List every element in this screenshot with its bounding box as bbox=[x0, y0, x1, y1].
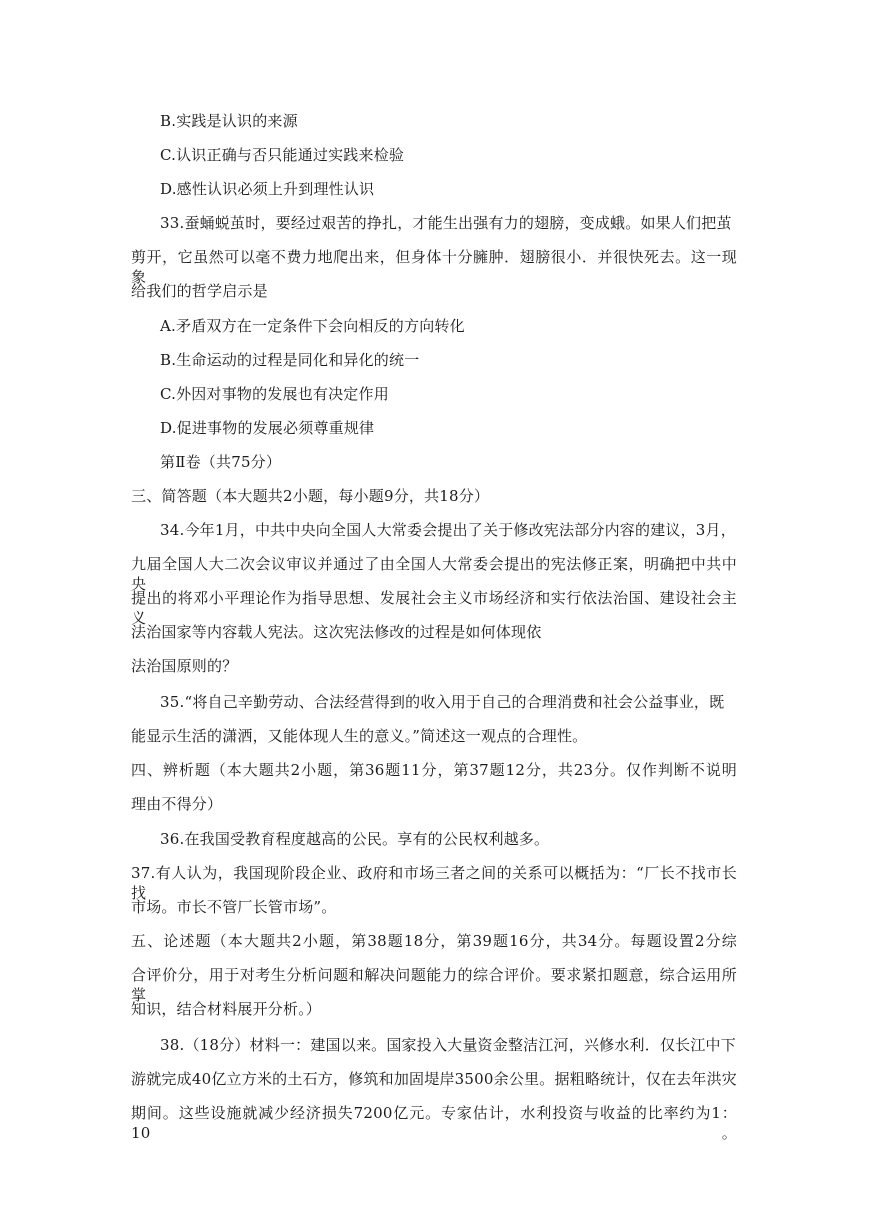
option-c-q33: C.外因对事物的发展也有决定作用 bbox=[160, 385, 389, 403]
question-34-line-1: 34.今年1月，中共中央向全国人大常委会提出了关于修改宪法部分内容的建议，3月， bbox=[160, 521, 736, 539]
section-5-heading-cont-2: 知识，结合材料展开分析。） bbox=[131, 1000, 322, 1018]
option-c-q32: C.认识正确与否只能通过实践来检验 bbox=[160, 146, 405, 164]
question-36: 36.在我国受教育程度越高的公民。享有的公民权利越多。 bbox=[160, 830, 550, 848]
question-34-line-2: 九届全国人大二次会议审议并通过了由全国人大常委会提出的宪法修正案，明确把中共中央 bbox=[131, 555, 737, 593]
question-33-line-3: 给我们的哲学启示是 bbox=[131, 282, 268, 300]
section-3-heading: 三、简答题（本大题共2小题，每小题9分，共18分） bbox=[131, 487, 490, 505]
question-38-line-2: 游就完成40亿立方米的土石方，修筑和加固堤岸3500余公里。据粗略统计，仅在去年洪灾 bbox=[131, 1070, 737, 1088]
question-34-line-4: 法治国家等内容载人宪法。这次宪法修改的过程是如何体现依 bbox=[131, 623, 542, 641]
option-b-q33: B.生命运动的过程是同化和异化的统一 bbox=[160, 351, 420, 369]
question-35-line-1: 35.“将自己辛勤劳动、合法经营得到的收入用于自己的合理消费和社会公益事业，既 bbox=[160, 693, 725, 711]
question-35-line-2: 能显示生活的潇洒，又能体现人生的意义。”简述这一观点的合理性。 bbox=[131, 727, 588, 745]
option-d-q33: D.促进事物的发展必须尊重规律 bbox=[160, 419, 375, 437]
question-34-line-3: 提出的将邓小平理论作为指导思想、发展社会主义市场经济和实行依法治国、建设社会主义 bbox=[131, 589, 737, 627]
question-33-line-1: 33.蚕蛹蜕茧时，要经过艰苦的挣扎，才能生出强有力的翅膀，变成蛾。如果人们把茧 bbox=[160, 214, 732, 232]
question-34-line-5: 法治国原则的？ bbox=[131, 657, 238, 675]
question-38-line-3: 期间。这些设施就减少经济损失7200亿元。专家估计，水利投资与收益的比率约为1：10。 bbox=[131, 1104, 737, 1142]
section-4-heading-cont: 理由不得分） bbox=[131, 795, 223, 813]
section-4-heading: 四、辨析题（本大题共2小题，第36题11分，第37题12分，共23分。仅作判断不说明 bbox=[131, 761, 737, 779]
question-38-line-1: 38.（18分）材料一：建国以来。国家投入大量资金整洁江河，兴修水利．仅长江中下 bbox=[160, 1036, 736, 1054]
question-37-line-1: 37.有人认为，我国现阶段企业、政府和市场三者之间的关系可以概括为：“厂长不找市长找 bbox=[131, 864, 737, 902]
section-5-heading-cont-1: 合评价分，用于对考生分析问题和解决问题能力的综合评价。要求紧扣题意，综合运用所掌 bbox=[131, 966, 737, 1004]
question-37-line-2: 市场。市长不管厂长管市场”。 bbox=[131, 898, 337, 916]
option-b-q32: B.实践是认识的来源 bbox=[160, 112, 298, 130]
section-5-heading: 五、论述题（本大题共2小题，第38题18分，第39题16分，共34分。每题设置2分综 bbox=[131, 932, 737, 950]
option-a-q33: A.矛盾双方在一定条件下会向相反的方向转化 bbox=[160, 317, 465, 335]
option-d-q32: D.感性认识必须上升到理性认识 bbox=[160, 180, 375, 198]
section-ii-heading: 第Ⅱ卷（共75分） bbox=[160, 453, 282, 471]
question-33-line-2: 剪开，它虽然可以毫不费力地爬出来，但身体十分臃肿．翅膀很小．并很快死去。这一现象 bbox=[131, 248, 737, 286]
